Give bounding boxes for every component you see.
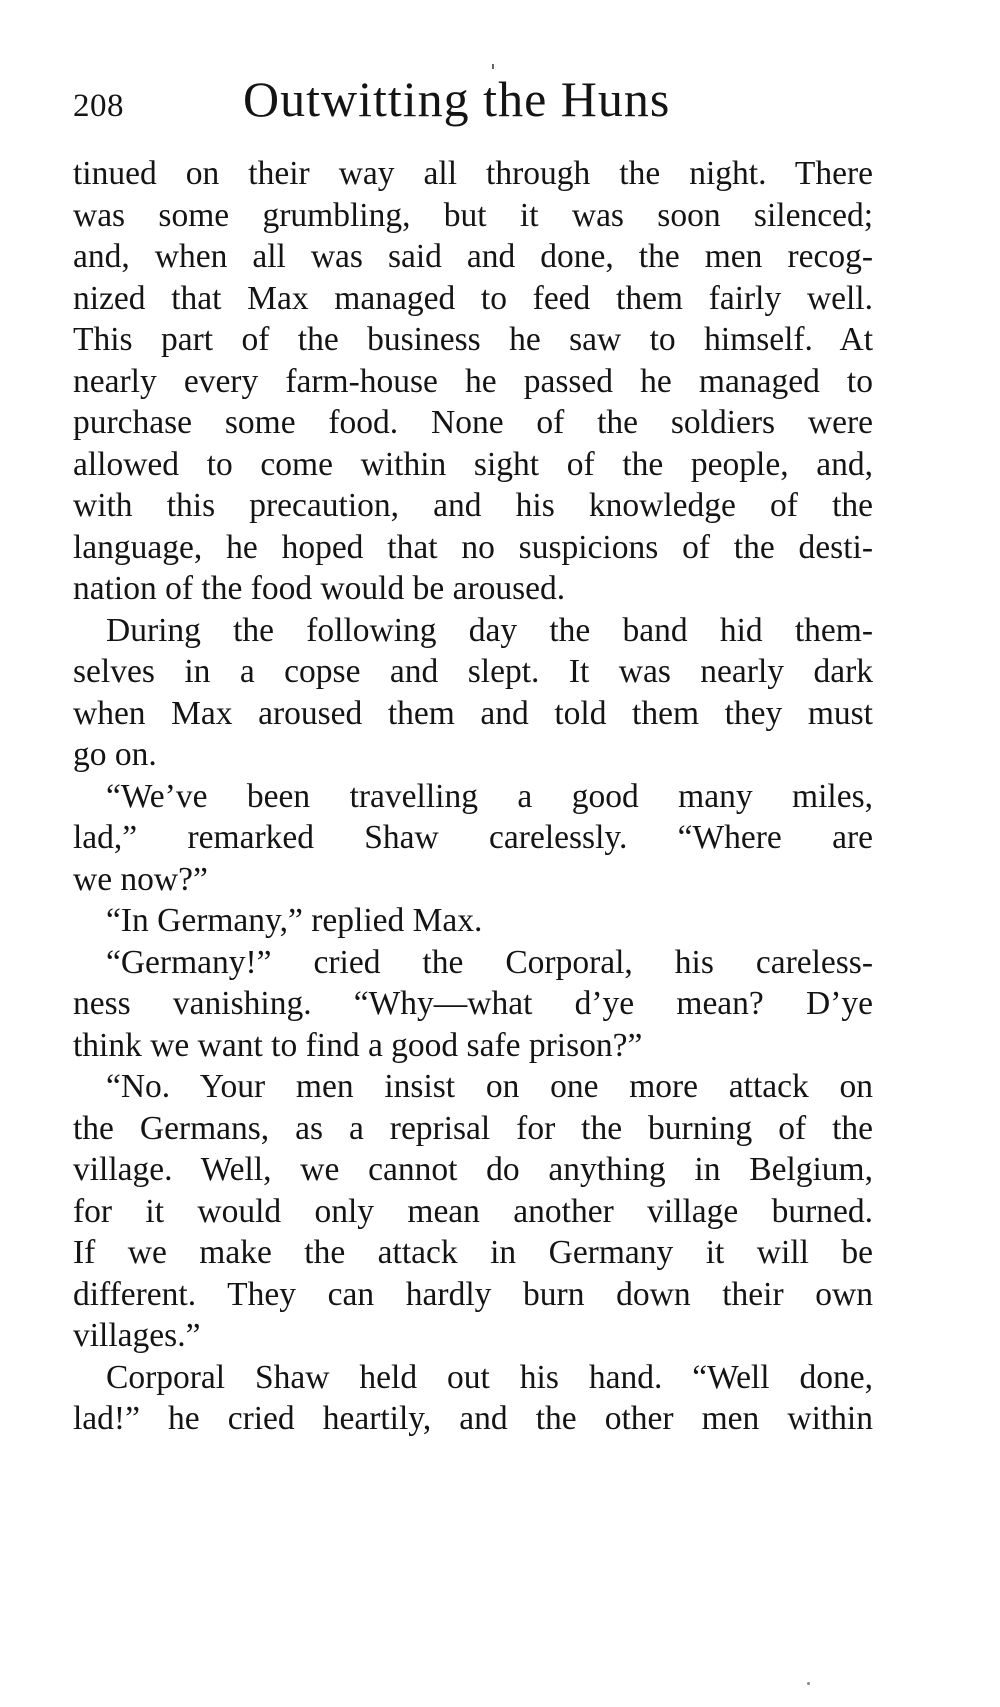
print-mark <box>492 64 494 69</box>
text-line: “We’ve been travelling a good many miles, <box>106 777 873 815</box>
text-line: lad,” remarked Shaw carelessly. “Where are <box>73 819 873 856</box>
text-line: different. They can hardly burn down their own <box>73 1275 873 1313</box>
paragraph <box>73 1357 873 1440</box>
text-line: language, he hoped that no suspicions of the desti- <box>73 528 873 566</box>
body-text <box>73 153 873 1440</box>
text-line: go on. <box>73 736 157 773</box>
text-line: the Germans, as a reprisal for the burning of the <box>73 1109 873 1147</box>
text-line: selves in a copse and slept. It was nearly dark <box>73 653 873 690</box>
text-line: and, when all was said and done, the men recog- <box>73 238 873 275</box>
text-line: when Max aroused them and told them they must <box>73 694 873 732</box>
page-number: 208 <box>73 88 124 124</box>
text-line: nized that Max managed to feed them fairly well. <box>73 279 873 317</box>
text-line: lad!” he cried heartily, and the other men within <box>73 1400 873 1437</box>
text-line: allowed to come within sight of the people, and, <box>73 445 873 483</box>
paragraph <box>73 776 873 901</box>
text-line: “Germany!” cried the Corporal, his careless- <box>106 943 873 981</box>
text-line: we now?” <box>73 860 208 898</box>
text-line: Corporal Shaw held out his hand. “Well done, <box>106 1358 873 1396</box>
text-line: ness vanishing. “Why—what d’ye mean? D’ye <box>73 985 873 1022</box>
text-line: “In Germany,” replied Max. <box>106 902 483 939</box>
text-line: was some grumbling, but it was soon silenced; <box>73 196 873 234</box>
text-line: tinued on their way all through the night. There <box>73 155 873 192</box>
text-line: “No. Your men insist on one more attack on <box>106 1068 873 1105</box>
paragraph <box>73 1066 873 1357</box>
text-line: think we want to find a good safe prison?” <box>73 1026 643 1064</box>
text-line: nation of the food would be aroused. <box>73 570 566 607</box>
running-title: Outwitting the Huns <box>243 71 671 127</box>
text-line: for it would only mean another village burned. <box>73 1192 873 1230</box>
text-line: This part of the business he saw to himself. At <box>73 321 873 358</box>
text-line: with this precaution, and his knowledge of the <box>73 487 873 524</box>
print-speck <box>807 1682 810 1685</box>
paragraph <box>73 153 873 610</box>
text-line: If we make the attack in Germany it will be <box>73 1234 873 1271</box>
text-line: During the following day the band hid them- <box>106 611 873 649</box>
text-line: nearly every farm-house he passed he managed to <box>73 362 873 400</box>
running-head <box>73 70 873 140</box>
text-line: purchase some food. None of the soldiers were <box>73 404 873 441</box>
text-line: villages.” <box>73 1317 201 1354</box>
paragraph <box>73 900 873 942</box>
paragraph <box>73 942 873 1067</box>
paragraph <box>73 610 873 776</box>
text-line: village. Well, we cannot do anything in Belgium, <box>73 1151 873 1188</box>
